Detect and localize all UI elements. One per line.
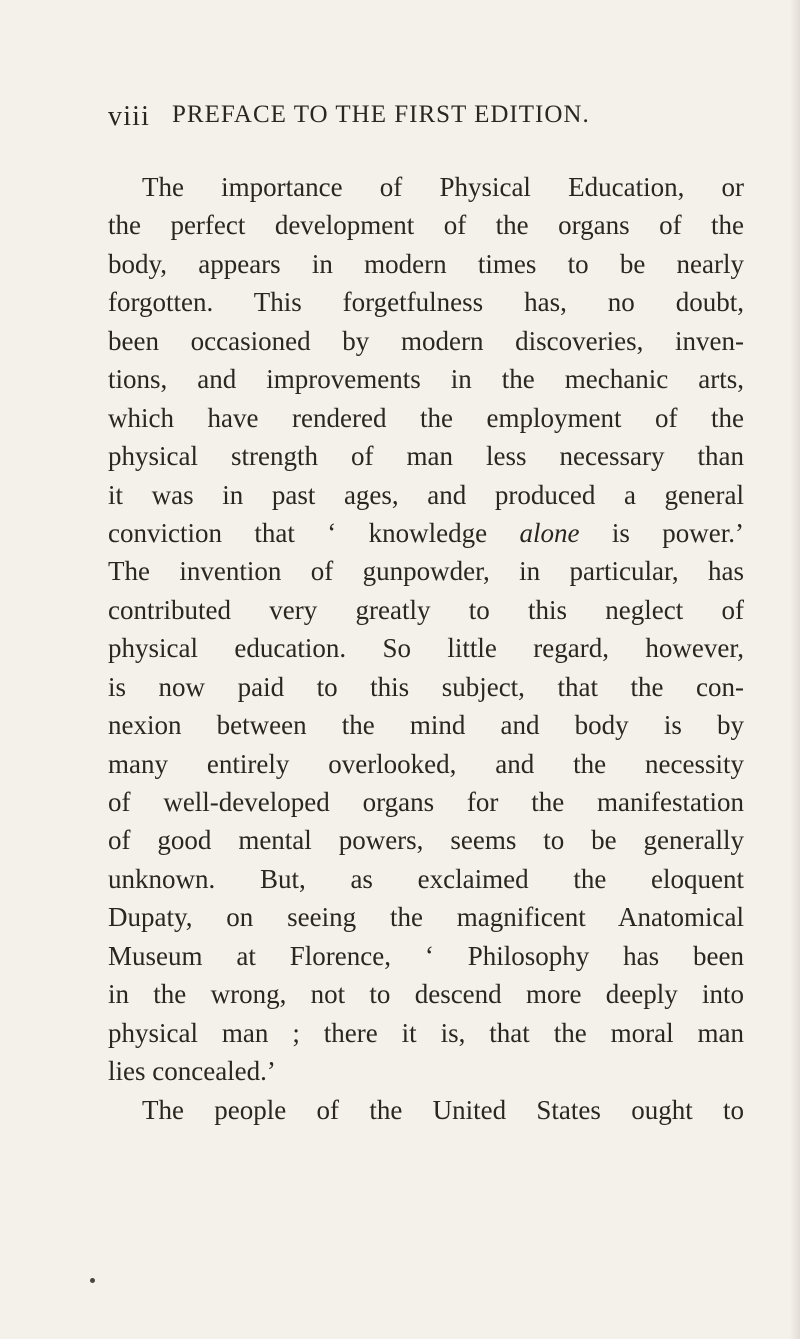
text-segment: conviction that ‘ knowledge: [108, 517, 488, 548]
text-line: body, appears in modern times to be nearly: [108, 248, 744, 279]
text-line: which have rendered the employment of the: [108, 402, 744, 433]
page-number: viii: [108, 101, 151, 132]
text-line: unknown. But, as exclaimed the eloquent: [108, 863, 744, 894]
text-line: of good mental powers, seems to be generally: [108, 825, 744, 856]
text-segment: is power.’: [611, 517, 744, 548]
text-line: lies concealed.’: [108, 1056, 276, 1087]
text-line-with-italic: [108, 514, 744, 552]
ink-speck: [90, 1278, 95, 1283]
text-line: forgotten. This forgetfulness has, no doubt,: [108, 287, 744, 318]
text-line: been occasioned by modern discoveries, inven-: [108, 325, 744, 356]
text-line: is now paid to this subject, that the con-: [108, 671, 744, 702]
text-line: many entirely overlooked, and the necessity: [108, 748, 744, 779]
text-line: Dupaty, on seeing the magnificent Anatomical: [108, 902, 744, 933]
text-line: the perfect development of the organs of the: [108, 210, 744, 241]
text-line: physical education. So little regard, however,: [108, 633, 744, 664]
text-line: physical man ; there it is, that the moral man: [108, 1017, 744, 1048]
page-edge-shadow: [790, 0, 800, 1339]
text-line: it was in past ages, and produced a general: [108, 479, 744, 510]
text-line: Museum at Florence, ‘ Philosophy has been: [108, 940, 744, 971]
text-line: nexion between the mind and body is by: [108, 710, 744, 741]
text-line: of well-developed organs for the manifestation: [108, 787, 744, 817]
running-head: [108, 101, 748, 141]
italic-word: alone: [519, 517, 580, 548]
text-line: tions, and improvements in the mechanic arts,: [108, 364, 744, 395]
text-line: The importance of Physical Education, or: [142, 172, 744, 202]
text-line: physical strength of man less necessary than: [108, 441, 744, 472]
body-text: [108, 168, 744, 1129]
text-line: The invention of gunpowder, in particular, has: [108, 556, 744, 587]
text-line: in the wrong, not to descend more deeply into: [108, 979, 744, 1010]
running-title: PREFACE TO THE FIRST EDITION.: [172, 101, 590, 128]
text-line: contributed very greatly to this neglect of: [108, 594, 744, 625]
text-line: The people of the United States ought to: [142, 1094, 744, 1125]
